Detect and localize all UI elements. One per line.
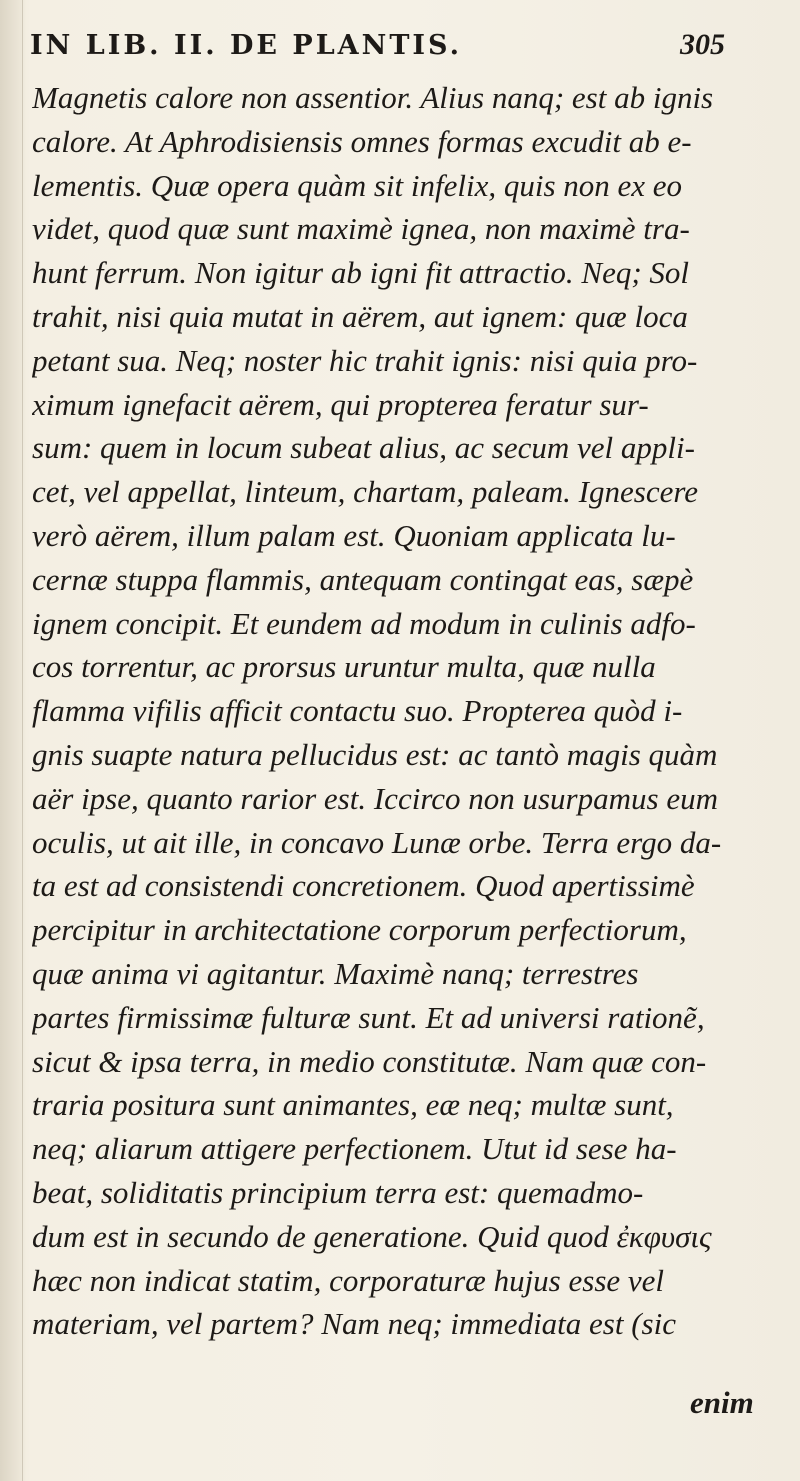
text-line: cernæ stuppa flammis, antequam contingat eas, sæpè [32, 561, 694, 597]
text-line: ximum ignefacit aërem, qui propterea feratur sur- [32, 386, 649, 422]
text-line: quæ anima vi agitantur. Maximè nanq; terrestres [32, 955, 639, 991]
text-line: hunt ferrum. Non igitur ab igni fit attractio. Neq; Sol [32, 255, 690, 291]
text-line: calore. At Aphrodisiensis omnes formas excudit ab e- [32, 123, 692, 159]
text-line: Magnetis calore non assentior. Alius nanq; est ab ignis [32, 80, 714, 115]
text-line: lementis. Quæ opera quàm sit infelix, quis non ex eo [32, 167, 683, 203]
text-line: percipitur in architectatione corporum perfectiorum, [32, 912, 687, 948]
text-line: dum est in secundo de generatione. Quid quod ἐκφυσις [32, 1218, 712, 1254]
text-line: traria positura sunt animantes, eæ neq; multæ sunt, [32, 1087, 674, 1123]
text-line: hæc non indicat statim, corporaturæ hujus esse vel [32, 1262, 665, 1298]
text-line: materiam, vel partem? Nam neq; immediata est (sic [32, 1306, 676, 1342]
text-line: partes firmissimæ fulturæ sunt. Et ad universi rationẽ, [32, 999, 705, 1035]
text-line: ignem concipit. Et eundem ad modum in culinis adfo- [32, 605, 696, 641]
text-line: videt, quod quæ sunt maximè ignea, non maximè tra- [32, 211, 690, 247]
text-line: cos torrentur, ac prorsus uruntur multa, quæ nulla [32, 649, 656, 685]
text-line: cet, vel appellat, linteum, chartam, paleam. Ignescere [32, 474, 699, 510]
running-head-title: IN LIB. II. DE PLANTIS. [30, 30, 462, 61]
text-line: gnis suapte natura pellucidus est: ac tantò magis quàm [32, 736, 718, 772]
text-line: sum: quem in locum subeat alius, ac secum vel appli- [32, 430, 695, 466]
text-line: verò aërem, illum palam est. Quoniam applicata lu- [32, 517, 676, 553]
text-line: beat, soliditatis principium terra est: quemadmo- [32, 1174, 644, 1210]
text-line: petant sua. Neq; noster hic trahit ignis: nisi quia pro- [32, 342, 698, 378]
page-number: 305 [680, 28, 725, 61]
text-line: neq; aliarum attigere perfectionem. Utut id sese ha- [32, 1131, 677, 1167]
body-text [32, 76, 792, 1346]
catchword: enim [690, 1385, 754, 1420]
gutter-edge-line [22, 0, 23, 1481]
text-line: trahit, nisi quia mutat in aërem, aut ignem: quæ loca [32, 298, 688, 334]
text-line: sicut & ipsa terra, in medio constitutæ. Nam quæ con- [32, 1043, 707, 1079]
text-line: ta est ad consistendi concretionem. Quod apertissimè [32, 868, 695, 904]
text-line: flamma vifilis afficit contactu suo. Propterea quòd i- [32, 693, 683, 729]
running-head [0, 30, 800, 70]
text-line: oculis, ut ait ille, in concavo Lunæ orbe. Terra ergo da- [32, 824, 722, 860]
text-line: aër ipse, quanto rarior est. Iccirco non usurpamus eum [32, 780, 718, 816]
